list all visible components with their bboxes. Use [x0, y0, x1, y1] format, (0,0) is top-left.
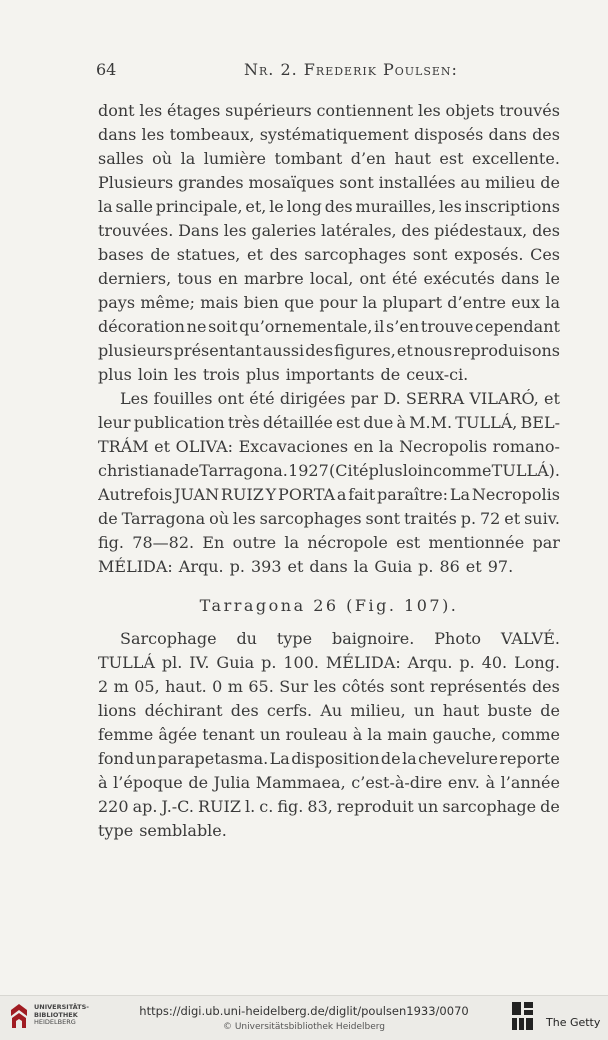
paragraph-1-line: la salle principale, et, le long des murailles, les inscriptions [98, 197, 560, 216]
paragraph-3-line: femme âgée tenant un rouleau à la main gauche, comme [98, 725, 560, 744]
paragraph-1 [98, 99, 560, 387]
copyright-notice: © Universitätsbibliothek Heidelberg [222, 1022, 385, 1032]
paragraph-1-line: Plusieurs grandes mosaïques sont installées au milieu de [98, 173, 560, 192]
paragraph-3-line: Sarcophage du type baignoire. Photo VALVÉ. [120, 629, 560, 648]
paragraph-2-line: fig. 78—82. En outre la nécropole est mentionnée par [98, 533, 560, 552]
paragraph-1-line: salles où la lumière tombant d’en haut est excellente. [98, 149, 560, 168]
getty-logo-icon [510, 1000, 536, 1032]
paragraph-3-line: 220 ap. J.-C. RUIZ l. c. fig. 83, reproduit un sarcophage de [98, 797, 560, 816]
paragraph-2-line: Autrefois JUAN RUIZ Y PORTA a fait paraître: La Necropolis [98, 485, 560, 504]
paragraph-3 [98, 627, 560, 843]
paragraph-3-line: fond un parapetasma. La disposition de la chevelure reporte [98, 749, 560, 768]
paragraph-3-line: à l’époque de Julia Mammaea, c’est-à-dire env. à l’année [98, 773, 560, 792]
paragraph-3-line: TULLÁ pl. IV. Guia p. 100. MÉLIDA: Arqu. p. 40. Long. [98, 653, 560, 672]
library-name: UNIVERSITÄTS- BIBLIOTHEK HEIDELBERG [34, 1003, 89, 1026]
page-header [96, 60, 560, 84]
paragraph-3-line: type semblable. [98, 821, 227, 840]
source-url-link[interactable]: https://digi.ub.uni-heidelberg.de/diglit/poulsen1933/0070 [139, 1004, 469, 1018]
paragraph-1-line: plusieurs présentant aussi des figures, et nous reproduisons [98, 341, 560, 360]
paragraph-3-line: lions déchirant des cerfs. Au milieu, un haut buste de [98, 701, 560, 720]
paragraph-2-line: MÉLIDA: Arqu. p. 393 et dans la Guia p. 86 et 97. [98, 557, 514, 576]
paragraph-1-line: trouvées. Dans les galeries latérales, des piédestaux, des [98, 221, 560, 240]
paragraph-1-line: dont les étages supérieurs contiennent les objets trouvés [98, 101, 560, 120]
paragraph-1-line: derniers, tous en marbre local, ont été exécutés dans le [98, 269, 560, 288]
paragraph-2-line: TRÁM et OLIVA: Excavaciones en la Necropolis romano- [98, 437, 560, 456]
body-text [98, 99, 560, 843]
running-head: Nr. 2. Frederik Poulsen: [244, 60, 458, 79]
paragraph-1-line: plus loin les trois plus importants de ceux-ci. [98, 365, 469, 384]
paragraph-1-line: pays même; mais bien que pour la plupart d’entre eux la [98, 293, 560, 312]
paragraph-1-line: dans les tombeaux, systématiquement disposés dans des [98, 125, 560, 144]
paragraph-1-line: décoration ne soit qu’ornementale, il s’en trouve cependant [98, 317, 560, 336]
paragraph-2 [98, 387, 560, 579]
paragraph-2-line: de Tarragona où les sarcophages sont traités p. 72 et suiv. [98, 509, 560, 528]
footer-bar [0, 995, 608, 1040]
section-heading: Tarragona 26 (Fig. 107). [199, 596, 459, 615]
paragraph-3-line: 2 m 05, haut. 0 m 65. Sur les côtés sont représentés des [98, 677, 560, 696]
paragraph-1-line: bases de statues, et des sarcophages sont exposés. Ces [98, 245, 560, 264]
paragraph-2-line: christiana de Tarragona. 1927 (Cité plus loin comme TULLÁ). [98, 461, 560, 480]
paragraph-2-line: Les fouilles ont été dirigées par D. SERRA VILARÓ, et [120, 389, 560, 408]
paragraph-2-line: leur publication très détaillée est due à M.M. TULLÁ, BEL- [98, 413, 560, 432]
partner-name: The Getty [546, 1016, 601, 1029]
page-number: 64 [96, 60, 117, 79]
